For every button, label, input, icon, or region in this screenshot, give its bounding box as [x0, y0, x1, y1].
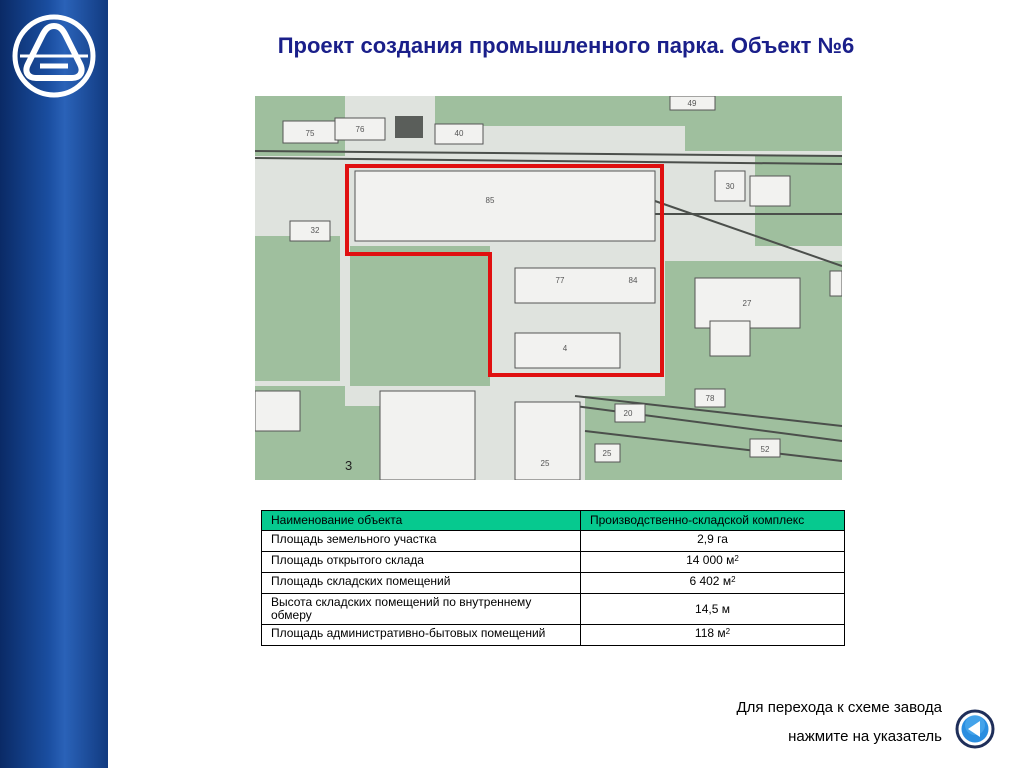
row-name-cell: Площадь административно-бытовых помещений [262, 625, 581, 646]
map-label: 75 [305, 129, 315, 138]
row-name-cell: Площадь складских помещений [262, 573, 581, 594]
row-value: 14 000 м [686, 553, 735, 567]
table-row [262, 552, 845, 573]
map-label: 3 [345, 458, 353, 473]
row-value-cell [581, 552, 845, 573]
navigation-hint-line1: Для перехода к схеме завода [736, 699, 942, 716]
row-value-cell [581, 625, 845, 646]
map-label: 52 [760, 445, 770, 454]
map-label: 4 [562, 344, 568, 353]
map-label: 20 [623, 409, 633, 418]
sidebar [0, 0, 108, 768]
map-label: 76 [355, 125, 365, 134]
table-header-row [262, 511, 845, 531]
row-name-cell: Площадь открытого склада [262, 552, 581, 573]
table-row [262, 531, 845, 552]
back-arrow-icon[interactable] [955, 709, 995, 749]
row-name-cell: Площадь земельного участка [262, 531, 581, 552]
unit-superscript: 2 [725, 627, 731, 636]
navigation-hint-line2: нажмите на указатель [788, 728, 942, 745]
slide-title: Проект создания промышленного парка. Объект №6 [277, 33, 855, 58]
map-label: 30 [725, 182, 735, 191]
map-label: 78 [705, 394, 715, 403]
object-info-table [261, 510, 845, 646]
company-logo-icon [12, 14, 96, 98]
row-name-cell: Высота складских помещений по внутреннему обмеру [262, 594, 581, 625]
row-value: 6 402 м [689, 574, 732, 588]
row-value-cell [581, 573, 845, 594]
row-value: 2,9 га [697, 532, 728, 546]
header-name-cell: Наименование объекта [262, 511, 581, 531]
row-value: 118 м [694, 626, 726, 640]
table-row [262, 625, 845, 646]
map-label: 49 [687, 99, 697, 108]
unit-superscript: 2 [734, 554, 739, 563]
map-label: 40 [454, 129, 464, 138]
map-label: 84 [628, 276, 638, 285]
map-label: 27 [742, 299, 752, 308]
table-row [262, 573, 845, 594]
map-label: 32 [310, 226, 320, 235]
map-label: 77 [555, 276, 565, 285]
map-label: 25 [602, 449, 612, 458]
map-label: 25 [540, 459, 550, 468]
header-value-cell: Производственно-складской комплекс [581, 511, 845, 531]
table-row [262, 594, 845, 625]
map-label: 85 [485, 196, 495, 205]
row-value-cell [581, 531, 845, 552]
row-value-cell [581, 594, 845, 625]
site-map-photo [255, 96, 842, 480]
unit-superscript: 2 [731, 575, 736, 584]
row-value: 14,5 м [695, 601, 730, 616]
